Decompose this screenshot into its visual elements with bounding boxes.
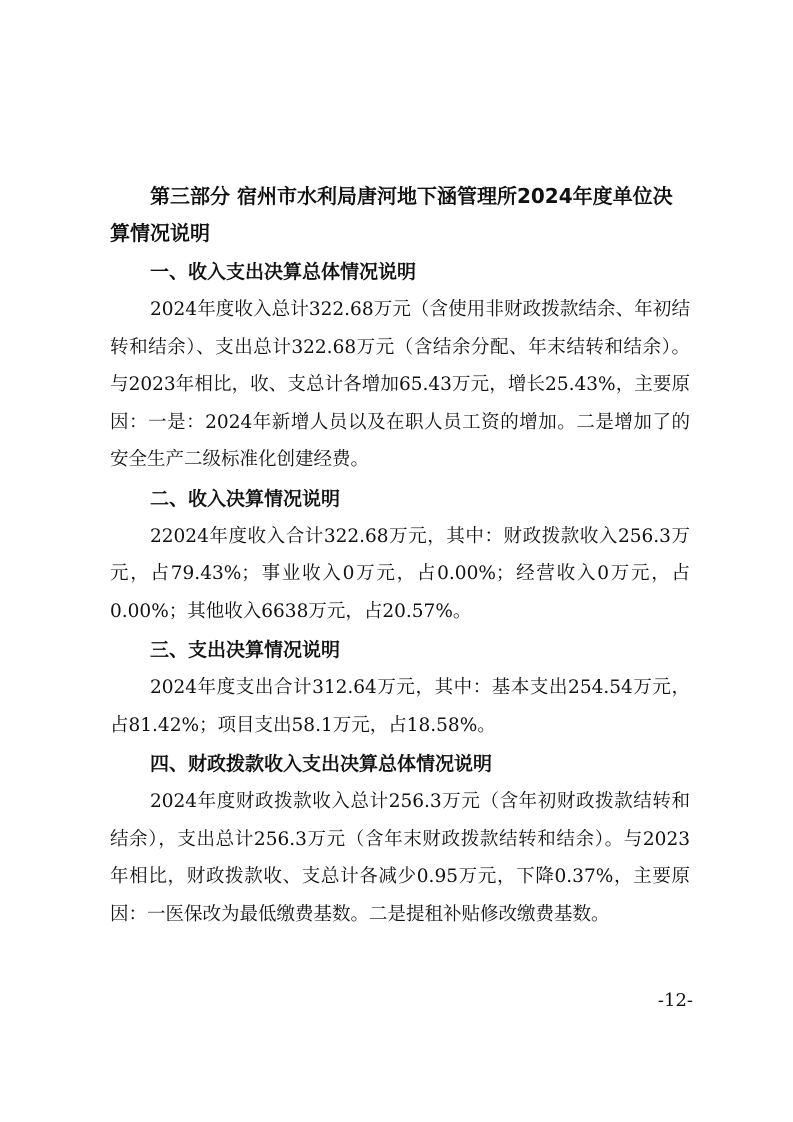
document-body xyxy=(110,178,690,935)
section-heading: 三、支出决算情况说明 xyxy=(150,639,341,661)
section-expense xyxy=(110,632,690,744)
section-heading: 二、收入决算情况说明 xyxy=(150,487,341,510)
section-income-expense-overview xyxy=(110,254,690,479)
section-fiscal-appropriation xyxy=(110,746,690,933)
section-heading: 一、收入支出决算总体情况说明 xyxy=(150,261,417,283)
section-income xyxy=(110,481,690,631)
section-paragraph: 2024年度财政拨款收入总计256.3万元（含年初财政拨款结转和结余），支出总计256.3万元（含年末财政拨款结转和结余）。与2023年相比，财政拨款收、支总计各减少0.95万元，下降0.37%，主要原因：一医保改为最低缴费基数。二是提租补贴修改缴费基数。 xyxy=(110,791,690,925)
section-paragraph: 2024年度支出合计312.64万元，其中：基本支出254.54万元，占81.42%；项目支出58.1万元，占18.58%。 xyxy=(110,677,690,736)
page-number: -12- xyxy=(657,990,693,1011)
section-paragraph: 2024年度收入总计322.68万元（含使用非财政拨款结余、年初结转和结余）、支出总计322.68万元（含结余分配、年末结转和结余）。与2023年相比，收、支总计各增加65.43万元，增长25.43%，主要原因：一是：2024年新增人员以及在职人员工资的增加。二是增加了的安全生产二级标准化创建经费。 xyxy=(110,299,690,470)
document-title: 第三部分 宿州市水利局唐河地下涵管理所2024年度单位决算情况说明 xyxy=(110,184,673,245)
section-paragraph: 22024年度收入合计322.68万元，其中：财政拨款收入256.3万元，占79.43%；事业收入0万元，占0.00%；经营收入0万元，占0.00%；其他收入6638万元，占20.57%。 xyxy=(110,525,690,622)
section-heading: 四、财政拨款收入支出决算总体情况说明 xyxy=(150,753,493,775)
